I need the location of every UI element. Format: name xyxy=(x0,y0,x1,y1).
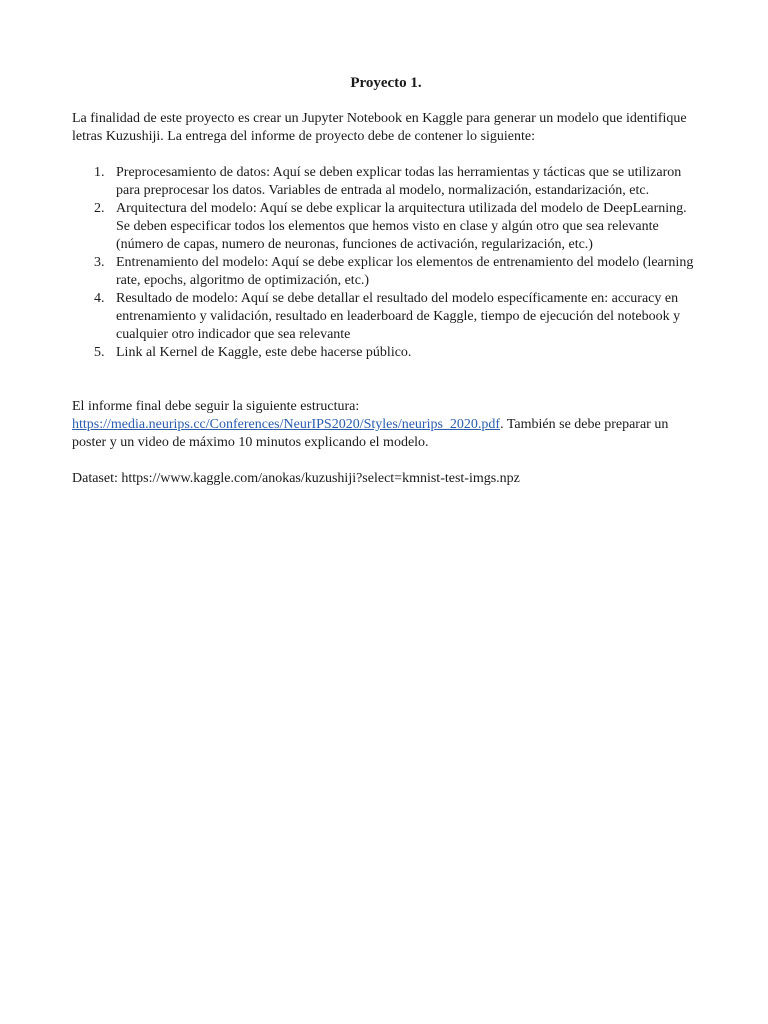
list-item xyxy=(94,200,700,254)
list-item-text: Link al Kernel de Kaggle, este debe hacerse público. xyxy=(116,345,412,360)
requirements-list xyxy=(72,164,700,362)
list-item-number: 3. xyxy=(94,255,105,270)
structure-intro-text: El informe final debe seguir la siguiente estructura: xyxy=(72,399,360,414)
list-item-number: 2. xyxy=(94,201,105,216)
list-item xyxy=(94,164,700,200)
document-title: Proyecto 1. xyxy=(350,75,422,91)
list-item-text: Preprocesamiento de datos: Aquí se deben explicar todas las herramientas y tácticas que se utilizaron para preprocesar los datos. Variables de entrada al modelo, normalización, estandarización, etc. xyxy=(116,165,682,198)
list-item-text: Entrenamiento del modelo: Aquí se debe explicar los elementos de entrenamiento del modelo (learning rate, epochs, algoritmo de optimización, etc.) xyxy=(116,255,694,288)
structure-paragraph xyxy=(72,398,700,452)
document-page xyxy=(72,74,700,488)
list-item xyxy=(94,254,700,290)
spacer xyxy=(72,452,700,470)
list-item-number: 1. xyxy=(94,165,105,180)
spacer xyxy=(72,362,700,398)
list-item-number: 5. xyxy=(94,345,105,360)
neurips-style-link[interactable]: https://media.neurips.cc/Conferences/NeurIPS2020/Styles/neurips_2020.pdf xyxy=(72,417,501,432)
structure-after-text: . También se debe preparar un poster y un video de máximo 10 minutos explicando el modelo. xyxy=(72,417,669,450)
list-item-text: Arquitectura del modelo: Aquí se debe explicar la arquitectura utilizada del modelo de DeepLearning. Se deben especificar todos los elementos que hemos visto en clase y algún otro que sea relevante (número de capas, numero de neuronas, funciones de activación, regularización, etc.) xyxy=(116,201,687,252)
list-item-number: 4. xyxy=(94,291,105,306)
list-item xyxy=(94,344,700,362)
list-item-text: Resultado de modelo: Aquí se debe detallar el resultado del modelo específicamente en: accuracy en entrenamiento y validación, resultado en leaderboard de Kaggle, tiempo de ejecución del notebook y cualquier otro indicador que sea relevante xyxy=(116,291,681,342)
dataset-paragraph: Dataset: https://www.kaggle.com/anokas/kuzushiji?select=kmnist-test-imgs.npz xyxy=(72,471,520,486)
list-item xyxy=(94,290,700,344)
intro-paragraph: La finalidad de este proyecto es crear un Jupyter Notebook en Kaggle para generar un modelo que identifique letras Kuzushiji. La entrega del informe de proyecto debe de contener lo siguiente: xyxy=(72,111,687,144)
